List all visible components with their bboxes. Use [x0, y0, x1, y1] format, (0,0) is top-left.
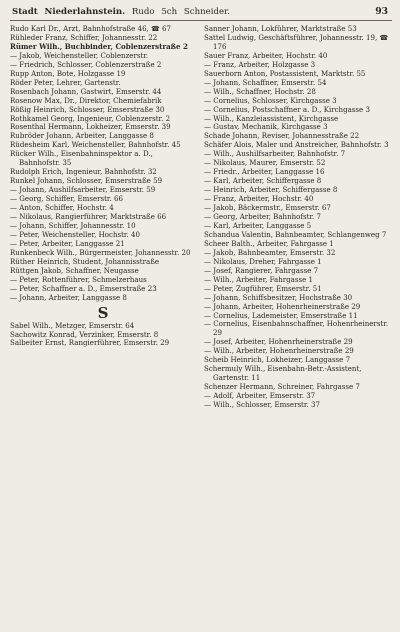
- directory-entry: — Nikolaus, Rangierführer, Marktstraße 66: [10, 212, 167, 222]
- directory-entry: Schandua Valentin, Bahnbeamter, Schlangenweg 7: [204, 229, 387, 239]
- directory-entry: Rücker Wilh., Eisenbahninspektor a. D., Bahnhofstr. 35: [10, 149, 153, 168]
- page-header: [10, 6, 392, 21]
- directory-entry: Schermuly Wilh., Eisenbahn-Betr.-Assistent, Gartenstr. 11: [204, 364, 362, 383]
- directory-entry: — Cornelius, Schlosser, Kirchgasse 3: [204, 95, 337, 105]
- directory-entry: — Anton, Schiffer, Hochstr. 4: [10, 203, 114, 213]
- directory-entry: — Jakob, Bahnbeamter, Emserstr. 32: [204, 247, 336, 257]
- directory-entry: — Friedrich, Schlosser, Coblenzerstraße 2: [10, 59, 162, 69]
- directory-entry: — Wilh., Schaffner, Hochstr. 28: [204, 86, 316, 96]
- directory-entry: — Josef, Rangierer, Fahrgasse 7: [204, 265, 319, 275]
- directory-entry: Sauer Franz, Arbeiter, Hochstr. 40: [204, 50, 328, 60]
- directory-entry: Sabel Wilh., Metzger, Emserstr. 64: [10, 320, 135, 330]
- directory-entry: Rupp Anton, Bote, Holzgasse 19: [10, 68, 126, 78]
- directory-entry: — Johann, Aushilfsarbeiter, Emserstr. 59: [10, 185, 156, 195]
- directory-entry: Runkel Johann, Schlosser, Emserstraße 59: [10, 176, 163, 186]
- directory-entry: Salbeiter Ernst, Rangierführer, Emserstr. 29: [10, 338, 170, 348]
- directory-entry: — Karl, Arbeiter, Langgasse 5: [204, 220, 312, 230]
- directory-entry: — Heinrich, Arbeiter, Schiffergasse 8: [204, 185, 338, 195]
- directory-entry: Rothkamel Georg, Ingenieur, Coblenzerstr. 2: [10, 113, 171, 123]
- directory-entry: Rüdesheim Karl, Weichensteller, Bahnhofstr. 45: [10, 140, 181, 150]
- directory-entry: — Karl, Arbeiter, Schiffergasse 8: [204, 176, 322, 186]
- directory-entry: Rühleder Franz, Schiffer, Johannesstr. 22: [10, 32, 158, 42]
- running-head-place: Niederlahnstein.: [44, 7, 126, 17]
- directory-entry: — Franz, Arbeiter, Holzgasse 3: [204, 59, 316, 69]
- directory-entry: — Georg, Schiffer, Emserstr. 66: [10, 194, 123, 204]
- directory-entry: Rosenthal Hermann, Lokheizer, Emserstr. 39: [10, 122, 171, 132]
- directory-entry: — Jakob, Weichensteller, Coblenzerstr.: [10, 50, 149, 60]
- directory-entry: — Johann, Schiffer, Johannesstr. 10: [10, 220, 136, 230]
- running-head-range-mid: 5ch: [161, 7, 178, 17]
- directory-entry: Schade Johann, Reviser, Johannesstraße 22: [204, 131, 360, 141]
- directory-entry: Scheib Heinrich, Lokheizer, Langgasse 7: [204, 355, 351, 365]
- section-letter: S: [97, 303, 109, 322]
- directory-entry: — Adolf, Arbeiter, Emserstr. 37: [204, 391, 316, 401]
- page-number: 93: [375, 6, 388, 17]
- directory-entry: — Nikolaus, Dreher, Fahrgasse 1: [204, 256, 322, 266]
- directory-entry: — Cornelius, Lademeister, Emserstraße 11: [204, 310, 358, 320]
- directory-entry: — Wilh., Schlosser, Emserstr. 37: [204, 400, 320, 410]
- directory-entry: Rößig Heinrich, Schlosser, Emserstraße 30: [10, 104, 165, 114]
- directory-entry: Röder Peter, Lehrer, Gartenstr.: [10, 77, 121, 87]
- directory-entry: — Peter, Schaffner a. D., Emserstraße 23: [10, 283, 157, 293]
- directory-entry: — Josef, Arbeiter, Hohenrheinerstraße 29: [204, 337, 353, 347]
- directory-entry: Rudolph Erich, Ingenieur, Bahnhofstr. 32: [10, 167, 157, 177]
- directory-entry: Sanner Johann, Lokführer, Marktstraße 53: [204, 24, 357, 33]
- directory-entry: — Georg, Arbeiter, Bahnhofstr. 7: [204, 212, 322, 222]
- directory-entry: — Jakob, Bäckermstr., Emserstr. 67: [204, 203, 331, 213]
- directory-entry: Rüttgen Jakob, Schaffner, Neugasse: [10, 265, 139, 275]
- running-head-range-end: Schneider.: [183, 7, 230, 17]
- running-head-town: Stadt: [12, 7, 38, 17]
- directory-entry: — Peter, Zugführer, Emserstr. 51: [204, 283, 322, 293]
- right-column: [204, 25, 390, 410]
- directory-entry: Schenzer Hermann, Schreiner, Fahrgasse 7: [204, 382, 360, 392]
- directory-entry: — Peter, Weichensteller, Hochstr. 40: [10, 229, 140, 239]
- directory-entry: — Franz, Arbeiter, Hochstr. 40: [204, 194, 314, 204]
- directory-entry: — Peter, Arbeiter, Langgasse 21: [10, 238, 125, 248]
- directory-entry: Rubröder Johann, Arbeiter, Langgasse 8: [10, 131, 154, 141]
- directory-entry: — Gustav, Mechanik, Kirchgasse 3: [204, 122, 328, 132]
- directory-entry: Rosenow Max, Dr., Direktor, Chemiefabrik: [10, 95, 162, 105]
- directory-entry: Sauerborn Anton, Postassistent, Marktstr. 55: [204, 68, 366, 78]
- directory-entry: — Johann, Arbeiter, Langgasse 8: [10, 292, 127, 302]
- directory-entry: — Wilh., Arbeiter, Hohenrheinerstraße 29: [204, 346, 354, 356]
- directory-entry: — Peter, Rottenführer, Schmelzerhaus: [10, 274, 147, 284]
- directory-entry: — Cornelius, Eisenbahnschaffner, Hohenrheinerstr. 29: [204, 319, 389, 338]
- directory-entry: — Cornelius, Postschaffner a. D., Kirchgasse 3: [204, 104, 370, 114]
- directory-entry: — Johann, Schiffsbesitzer, Hochstraße 30: [204, 292, 353, 302]
- entry-columns: [10, 25, 392, 410]
- directory-entry: Runkenbeck Wilh., Bürgermeister, Johannesstr. 20: [10, 247, 191, 257]
- directory-entry: — Johann, Arbeiter, Hohenrheinerstraße 29: [204, 301, 361, 311]
- directory-entry: Scheer Balth., Arbeiter, Fahrgasse 1: [204, 238, 334, 248]
- directory-entry: Sachowitz Konrad, Verzinker, Emserstr. 8: [10, 329, 159, 339]
- directory-entry: — Wilh., Kanzleiassistent, Kirchgasse: [204, 113, 339, 123]
- directory-entry: — Wilh., Aushilfsarbeiter, Bahnhofstr. 7: [204, 149, 346, 159]
- directory-entry-bold: Rümer Wilh., Buchbinder, Coblenzerstraße 2: [10, 41, 188, 51]
- directory-entry: — Friedr., Arbeiter, Langgasse 16: [204, 167, 325, 177]
- directory-entry: — Nikolaus, Maurer, Emserstr. 52: [204, 158, 326, 168]
- directory-entry: — Wilh., Arbeiter, Fahrgasse 1: [204, 274, 313, 284]
- directory-entry: Rosenbach Johann, Gastwirt, Emserstr. 44: [10, 86, 162, 96]
- running-head: [12, 6, 234, 18]
- directory-entry: Sattel Ludwig, Geschäftsführer, Johannesstr. 19, ☎ 176: [204, 32, 389, 51]
- directory-entry: Rudo Karl Dr., Arzt, Bahnhofstraße 46, ☎ 67: [10, 24, 172, 33]
- left-column: [10, 25, 196, 410]
- directory-entry: — Johann, Schaffner, Emserstr. 54: [204, 77, 327, 87]
- directory-entry: Rüther Heinrich, Student, Johannisstraße: [10, 256, 160, 266]
- directory-entry: Schäfer Alois, Maler und Anstreicher, Bahnhofstr. 3: [204, 140, 389, 150]
- running-head-range-start: Rudo: [131, 7, 155, 17]
